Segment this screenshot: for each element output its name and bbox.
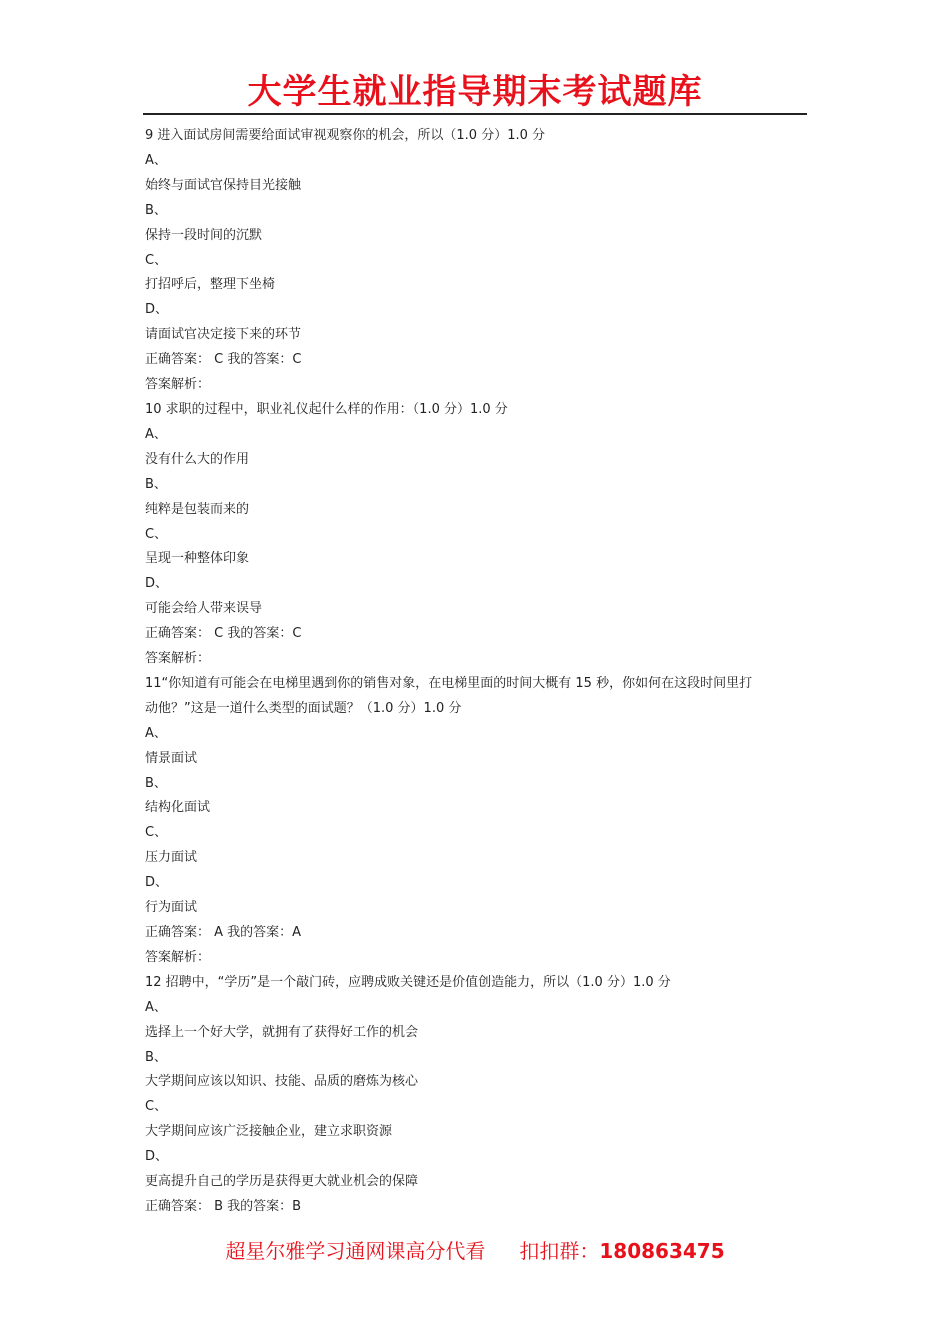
question-list	[145, 124, 807, 1220]
option-a-text: 选择上一个好大学，就拥有了获得好工作的机会	[145, 1024, 419, 1040]
footer-ad-text: 超星尔雅学习通网课高分代看	[225, 1239, 486, 1263]
option-d-text: 更高提升自己的学历是获得更大就业机会的保障	[145, 1174, 419, 1190]
option-b-label: B、	[145, 476, 167, 492]
option-b-text: 大学期间应该以知识、技能、品质的磨炼为核心	[145, 1074, 419, 1090]
analysis-label: 答案解析：	[145, 651, 211, 667]
question-11-stem-line2: 动他？”这是一道什么类型的面试题？（1.0 分）1.0 分	[145, 700, 462, 716]
option-c-text: 压力面试	[145, 850, 198, 866]
answer-line: 正确答案： C 我的答案：C	[145, 352, 302, 368]
option-a-label: A、	[145, 426, 167, 442]
option-c-label: C、	[145, 526, 168, 542]
option-d-label: D、	[145, 302, 169, 318]
option-a-label: A、	[145, 725, 167, 741]
option-b-text: 结构化面试	[145, 800, 211, 816]
footer-advertisement	[0, 1236, 950, 1266]
option-a-text: 没有什么大的作用	[145, 451, 250, 467]
option-d-label: D、	[145, 1149, 169, 1165]
option-a-text: 始终与面试官保持目光接触	[145, 177, 302, 193]
footer-qq-number: 180863475	[599, 1239, 725, 1263]
analysis-label: 答案解析：	[145, 377, 211, 393]
option-b-text: 纯粹是包装而来的	[145, 501, 250, 517]
option-c-label: C、	[145, 825, 168, 841]
option-d-text: 请面试官决定接下来的环节	[145, 327, 302, 343]
footer-qq-label: 扣扣群：	[519, 1239, 600, 1263]
question-10-stem: 10 求职的过程中，职业礼仪起什么样的作用：（1.0 分）1.0 分	[145, 401, 508, 417]
title-underline	[143, 113, 807, 115]
option-c-text: 呈现一种整体印象	[145, 551, 250, 567]
option-b-label: B、	[145, 1049, 167, 1065]
option-c-text: 打招呼后，整理下坐椅	[145, 277, 276, 293]
analysis-label: 答案解析：	[145, 949, 211, 965]
option-b-text: 保持一段时间的沉默	[145, 227, 263, 243]
option-c-label: C、	[145, 1099, 168, 1115]
option-a-label: A、	[145, 999, 167, 1015]
option-b-label: B、	[145, 202, 167, 218]
document-title: 大学生就业指导期末考试题库	[247, 72, 703, 112]
question-12-stem: 12 招聘中，“学历”是一个敲门砖，应聘成败关键还是价值创造能力，所以（1.0 分）1.0 分	[145, 974, 671, 990]
option-b-label: B、	[145, 775, 167, 791]
answer-line: 正确答案： B 我的答案：B	[145, 1198, 302, 1214]
option-c-label: C、	[145, 252, 168, 268]
option-d-label: D、	[145, 576, 169, 592]
option-a-label: A、	[145, 152, 167, 168]
question-11-stem-line1: 11“你知道有可能会在电梯里遇到你的销售对象，在电梯里面的时间大概有 15 秒，你如何在这段时间里打	[145, 675, 753, 691]
option-d-text: 可能会给人带来误导	[145, 601, 263, 617]
answer-line: 正确答案： C 我的答案：C	[145, 626, 302, 642]
option-d-text: 行为面试	[145, 900, 198, 916]
option-c-text: 大学期间应该广泛接触企业，建立求职资源	[145, 1124, 393, 1140]
option-d-label: D、	[145, 875, 169, 891]
question-9-stem: 9 进入面试房间需要给面试审视观察你的机会，所以（1.0 分）1.0 分	[145, 128, 546, 143]
answer-line: 正确答案： A 我的答案：A	[145, 925, 302, 940]
option-a-text: 情景面试	[145, 750, 198, 766]
